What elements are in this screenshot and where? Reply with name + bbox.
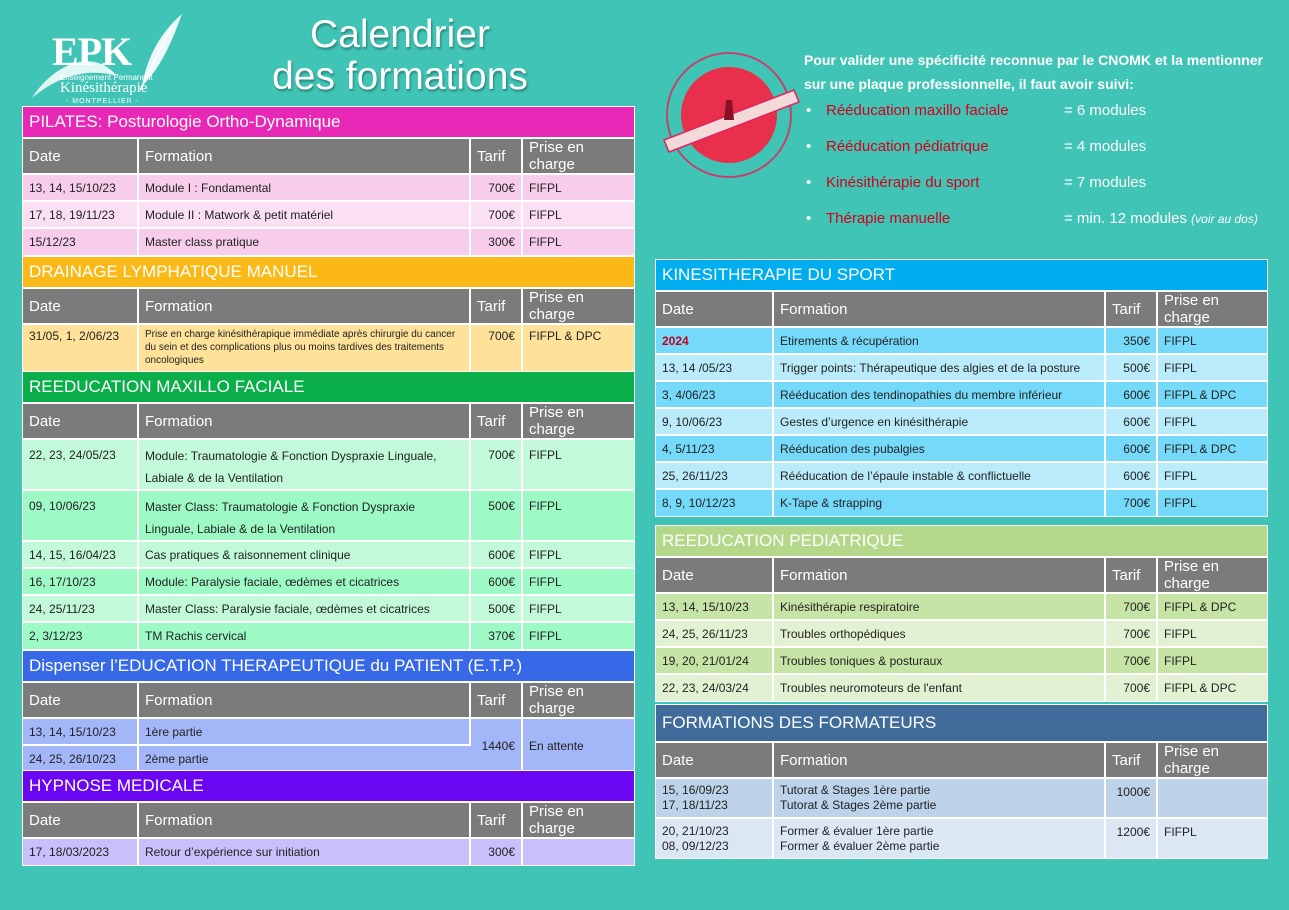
cell-prise: FIFPL & DPC (1157, 674, 1267, 701)
cell-tarif: 700€ (1105, 593, 1157, 620)
cell-prise (522, 838, 634, 865)
table-row (656, 647, 1267, 674)
cell-prise: FIFPL & DPC (1157, 593, 1267, 620)
cell-formation: Troubles neuromoteurs de l'enfant (773, 674, 1105, 701)
table-header (656, 742, 1267, 778)
cell-date: 13, 14 /05/23 (656, 354, 773, 381)
table-row (23, 622, 634, 649)
cell-formation: Cas pratiques & raisonnement clinique (138, 541, 470, 568)
header-prise: Prise en charge (522, 288, 634, 324)
header-tarif: Tarif (470, 682, 522, 718)
header-tarif: Tarif (470, 288, 522, 324)
cell-tarif: 700€ (470, 439, 522, 490)
table-header (23, 138, 634, 174)
table-row (23, 228, 634, 255)
cell-formation: Module I : Fondamental (138, 174, 470, 201)
section-maxillo (22, 371, 635, 650)
cell-prise: FIFPL (1157, 354, 1267, 381)
table-row (656, 462, 1267, 489)
epk-logo (22, 6, 172, 104)
cell-prise (1157, 778, 1267, 818)
header-formation: Formation (138, 802, 470, 838)
table-header (656, 291, 1267, 327)
cell-date: 09, 10/06/23 (23, 490, 138, 541)
cell-formation: Module: Paralysie faciale, œdèmes et cicatrices (138, 568, 470, 595)
header-date: Date (23, 802, 138, 838)
cell-prise: FIFPL (522, 622, 634, 649)
cell-formation: Former & évaluer 1ère partie Former & évaluer 2ème partie (773, 818, 1105, 858)
section-title: DRAINAGE LYMPHATIQUE MANUEL (23, 257, 634, 287)
table-row (656, 674, 1267, 701)
header-formation: Formation (138, 288, 470, 324)
table-row (23, 838, 634, 865)
table-header (23, 288, 634, 324)
table-row (23, 439, 634, 490)
course-table (656, 741, 1267, 858)
course-table (23, 287, 634, 374)
cell-tarif: 300€ (470, 228, 522, 255)
logo-line1: Enseignement Permanent (60, 73, 153, 82)
cell-date: 24, 25/11/23 (23, 595, 138, 622)
cell-date: 25, 26/11/23 (656, 462, 773, 489)
header-prise: Prise en charge (522, 403, 634, 439)
specialty-item (804, 102, 1274, 138)
table-row (656, 489, 1267, 516)
cell-formation: Master Class: Paralysie faciale, œdèmes et cicatrices (138, 595, 470, 622)
cell-tarif: 700€ (470, 201, 522, 228)
cell-prise: FIFPL & DPC (522, 324, 634, 374)
cell-date: 19, 20, 21/01/24 (656, 647, 773, 674)
header-tarif: Tarif (1105, 557, 1157, 593)
header-prise: Prise en charge (522, 802, 634, 838)
header-date: Date (656, 291, 773, 327)
section-sport (655, 259, 1268, 517)
table-row (656, 593, 1267, 620)
cell-prise: FIFPL (1157, 620, 1267, 647)
cell-prise: FIFPL (1157, 462, 1267, 489)
cell-prise: FIFPL (522, 490, 634, 541)
header-tarif: Tarif (470, 403, 522, 439)
cell-formation: Module: Traumatologie & Fonction Dyspraxie Linguale, Labiale & de la Ventilation (138, 439, 470, 490)
cell-tarif: 1440€ (470, 718, 522, 772)
cell-prise: FIFPL & DPC (1157, 381, 1267, 408)
cell-formation: TM Rachis cervical (138, 622, 470, 649)
cell-formation: Rééducation des pubalgies (773, 435, 1105, 462)
bullet-icon: • (806, 102, 812, 119)
cell-tarif: 350€ (1105, 327, 1157, 354)
cell-tarif: 500€ (470, 595, 522, 622)
specialty-name: Rééducation maxillo faciale (826, 102, 1009, 119)
specialty-modules: = 4 modules (1064, 138, 1147, 155)
cell-formation: Tutorat & Stages 1ère partie Tutorat & Stages 2ème partie (773, 778, 1105, 818)
table-row (23, 490, 634, 541)
section-formateurs (655, 704, 1268, 859)
header-formation: Formation (138, 682, 470, 718)
specialty-name: Kinésithérapie du sport (826, 174, 980, 191)
specialty-modules: = 7 modules (1064, 174, 1147, 191)
cell-date: 13, 14, 15/10/23 (656, 593, 773, 620)
section-title: REEDUCATION PEDIATRIQUE (656, 526, 1267, 556)
cell-tarif: 700€ (1105, 489, 1157, 516)
cell-prise: FIFPL (1157, 818, 1267, 858)
cell-date: 2024 (656, 327, 773, 354)
header-formation: Formation (773, 557, 1105, 593)
table-row (656, 435, 1267, 462)
specialty-modules: = 6 modules (1064, 102, 1147, 119)
header-date: Date (656, 557, 773, 593)
cell-date: 17, 18, 19/11/23 (23, 201, 138, 228)
table-row (656, 354, 1267, 381)
cell-prise: FIFPL (522, 595, 634, 622)
section-title: REEDUCATION MAXILLO FACIALE (23, 372, 634, 402)
header-formation: Formation (773, 291, 1105, 327)
bullet-icon: • (806, 138, 812, 155)
header-prise: Prise en charge (522, 138, 634, 174)
cell-date: 31/05, 1, 2/06/23 (23, 324, 138, 374)
specialty-info (804, 48, 1274, 246)
header-tarif: Tarif (470, 138, 522, 174)
cell-prise: FIFPL (522, 568, 634, 595)
cell-formation: Master Class: Traumatologie & Fonction Dyspraxie Linguale, Labiale & de la Ventilation (138, 490, 470, 541)
header-tarif: Tarif (1105, 742, 1157, 778)
cell-formation: Rééducation de l’épaule instable & conflictuelle (773, 462, 1105, 489)
header-date: Date (656, 742, 773, 778)
cell-tarif: 600€ (1105, 435, 1157, 462)
cell-formation: Rééducation des tendinopathies du membre inférieur (773, 381, 1105, 408)
cell-prise: FIFPL (1157, 647, 1267, 674)
cell-formation: Kinésithérapie respiratoire (773, 593, 1105, 620)
logo-line2: Kinésithérapie (60, 80, 148, 96)
table-row (23, 174, 634, 201)
table-row (23, 324, 634, 374)
bullet-icon: • (806, 174, 812, 191)
cell-date: 22, 23, 24/03/24 (656, 674, 773, 701)
cell-tarif: 700€ (1105, 620, 1157, 647)
cell-tarif: 300€ (470, 838, 522, 865)
table-row (656, 818, 1267, 858)
cell-formation: Module II : Matwork & petit matériel (138, 201, 470, 228)
specialty-item (804, 210, 1274, 246)
course-table (23, 402, 634, 649)
cell-date: 22, 23, 24/05/23 (23, 439, 138, 490)
cell-date: 15/12/23 (23, 228, 138, 255)
section-hypnose (22, 770, 635, 866)
cell-formation: K-Tape & strapping (773, 489, 1105, 516)
header-formation: Formation (773, 742, 1105, 778)
cell-date: 24, 25, 26/10/23 (23, 745, 138, 772)
cell-date: 20, 21/10/23 08, 09/12/23 (656, 818, 773, 858)
cell-prise: FIFPL (1157, 489, 1267, 516)
table-header (23, 403, 634, 439)
cell-formation: Retour d’expérience sur initiation (138, 838, 470, 865)
cell-tarif: 700€ (1105, 647, 1157, 674)
section-title: PILATES: Posturologie Ortho-Dynamique (23, 107, 634, 137)
section-title: FORMATIONS DES FORMATEURS (656, 705, 1267, 741)
cell-formation: 1ère partie (138, 718, 470, 745)
header-prise: Prise en charge (522, 682, 634, 718)
cell-formation: Etirements & récupération (773, 327, 1105, 354)
cell-prise: FIFPL (522, 439, 634, 490)
table-header (656, 557, 1267, 593)
header-date: Date (23, 138, 138, 174)
header-date: Date (23, 403, 138, 439)
cell-tarif: 500€ (1105, 354, 1157, 381)
cell-date: 16, 17/10/23 (23, 568, 138, 595)
cell-date: 4, 5/11/23 (656, 435, 773, 462)
cell-tarif: 700€ (470, 174, 522, 201)
header-date: Date (23, 682, 138, 718)
cell-tarif: 1000€ (1105, 778, 1157, 818)
cell-tarif: 600€ (1105, 462, 1157, 489)
table-row (23, 201, 634, 228)
cell-tarif: 370€ (470, 622, 522, 649)
cell-tarif: 600€ (1105, 381, 1157, 408)
cell-date: 14, 15, 16/04/23 (23, 541, 138, 568)
cell-tarif: 700€ (1105, 674, 1157, 701)
specialty-name: Thérapie manuelle (826, 210, 951, 227)
section-title: KINESITHERAPIE DU SPORT (656, 260, 1267, 290)
table-row (656, 381, 1267, 408)
cell-prise: FIFPL (522, 541, 634, 568)
table-row (23, 568, 634, 595)
table-row (23, 718, 634, 745)
specialty-intro: Pour valider une spécificité reconnue par le CNOMK et la mentionner sur une plaque professionnelle, il faut avoir suivi: (804, 52, 1263, 92)
cell-tarif: 500€ (470, 490, 522, 541)
cell-formation: Trigger points: Thérapeutique des algies et de la posture (773, 354, 1105, 381)
header-prise: Prise en charge (1157, 291, 1267, 327)
course-table (23, 801, 634, 865)
section-title: Dispenser l’EDUCATION THERAPEUTIQUE du PATIENT (E.T.P.) (23, 651, 634, 681)
page-title (230, 14, 570, 98)
cell-prise: FIFPL (1157, 408, 1267, 435)
specialty-item (804, 138, 1274, 174)
section-etp (22, 650, 635, 773)
table-row (656, 778, 1267, 818)
table-header (23, 682, 634, 718)
cell-tarif: 600€ (470, 541, 522, 568)
section-pilates (22, 106, 635, 256)
cell-tarif: 600€ (470, 568, 522, 595)
course-table (656, 290, 1267, 516)
cell-tarif: 1200€ (1105, 818, 1157, 858)
cell-tarif: 700€ (470, 324, 522, 374)
cnomk-seal-icon (654, 40, 804, 190)
cell-prise: FIFPL (522, 174, 634, 201)
header-formation: Formation (138, 403, 470, 439)
title-line2: des formations (272, 55, 528, 98)
header-formation: Formation (138, 138, 470, 174)
course-table (23, 681, 634, 772)
header-prise: Prise en charge (1157, 557, 1267, 593)
logo-line3: - MONTPELLIER - (66, 98, 139, 105)
cell-date: 15, 16/09/23 17, 18/11/23 (656, 778, 773, 818)
cell-tarif: 600€ (1105, 408, 1157, 435)
table-header (23, 802, 634, 838)
cell-date: 3, 4/06/23 (656, 381, 773, 408)
cell-prise: En attente (522, 718, 634, 772)
header-date: Date (23, 288, 138, 324)
cell-formation: 2ème partie (138, 745, 470, 772)
specialty-item (804, 174, 1274, 210)
cell-date: 13, 14, 15/10/23 (23, 718, 138, 745)
course-table (23, 137, 634, 255)
cell-prise: FIFPL (522, 201, 634, 228)
bullet-icon: • (806, 210, 812, 227)
section-pediatrique (655, 525, 1268, 702)
cell-date: 8, 9, 10/12/23 (656, 489, 773, 516)
section-drainage (22, 256, 635, 375)
cell-date: 9, 10/06/23 (656, 408, 773, 435)
cell-date: 17, 18/03/2023 (23, 838, 138, 865)
cell-formation: Troubles toniques & posturaux (773, 647, 1105, 674)
section-title: HYPNOSE MEDICALE (23, 771, 634, 801)
cell-formation: Master class pratique (138, 228, 470, 255)
course-table (656, 556, 1267, 701)
cell-formation: Gestes d’urgence en kinésithérapie (773, 408, 1105, 435)
table-row (656, 620, 1267, 647)
cell-date: 13, 14, 15/10/23 (23, 174, 138, 201)
table-row (656, 408, 1267, 435)
specialty-modules: = min. 12 modules (voir au dos) (1064, 210, 1258, 227)
cell-prise: FIFPL & DPC (1157, 435, 1267, 462)
table-row (656, 327, 1267, 354)
header-prise: Prise en charge (1157, 742, 1267, 778)
title-line1: Calendrier (310, 13, 490, 56)
cell-prise: FIFPL (1157, 327, 1267, 354)
cell-prise: FIFPL (522, 228, 634, 255)
cell-date: 2, 3/12/23 (23, 622, 138, 649)
header-tarif: Tarif (1105, 291, 1157, 327)
table-row (23, 541, 634, 568)
header-tarif: Tarif (470, 802, 522, 838)
cell-formation: Troubles orthopédiques (773, 620, 1105, 647)
cell-formation: Prise en charge kinésithérapique immédiate après chirurgie du cancer du sein et des complications plus ou moins tardives des traitements oncologiques (138, 324, 470, 374)
logo-brand: EPK (52, 29, 132, 74)
cell-date: 24, 25, 26/11/23 (656, 620, 773, 647)
table-row (23, 595, 634, 622)
specialty-name: Rééducation pédiatrique (826, 138, 989, 155)
